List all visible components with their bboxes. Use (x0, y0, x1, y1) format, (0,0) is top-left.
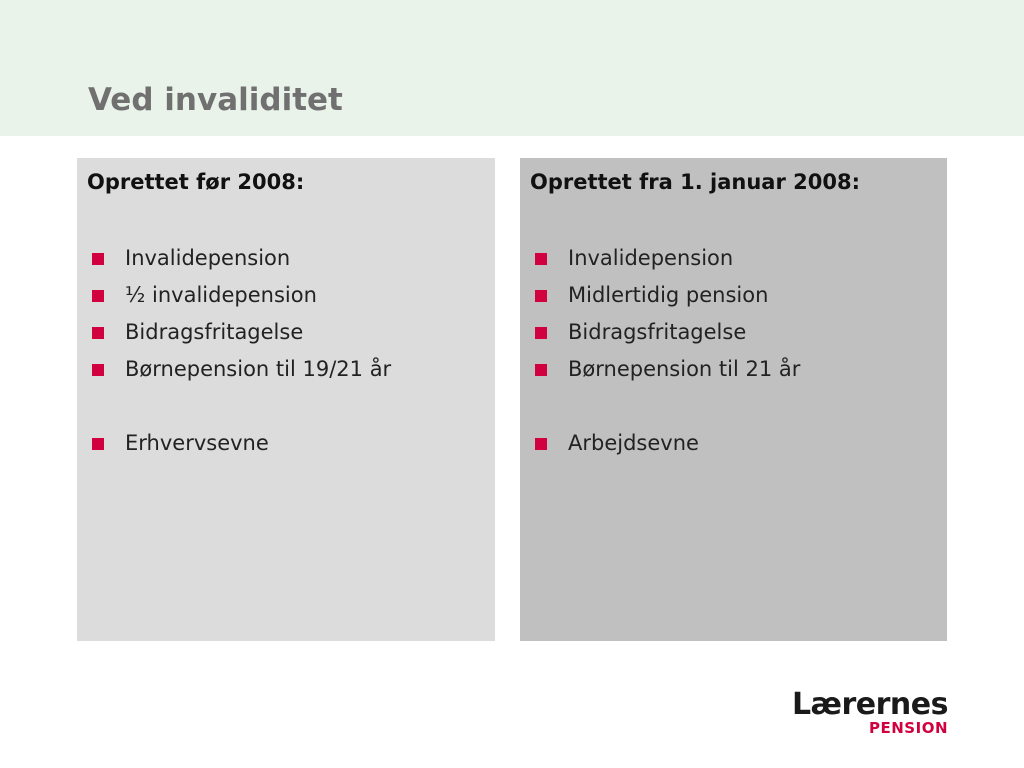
list-item-label: Bidragsfritagelse (568, 320, 747, 344)
bullet-square-icon (535, 253, 547, 265)
logo-wordmark: Lærernes (791, 687, 948, 722)
list-item (87, 351, 495, 388)
bullet-square-icon (535, 290, 547, 302)
list-item-label: Invalidepension (568, 246, 734, 270)
bullet-square-icon (92, 253, 104, 265)
right-panel-heading: Oprettet fra 1. januar 2008: (530, 170, 860, 194)
list-item (530, 240, 947, 277)
bullet-square-icon (92, 438, 104, 450)
list-item (87, 277, 495, 314)
bullet-square-icon (92, 364, 104, 376)
bullet-square-icon (92, 327, 104, 339)
list-item-label: Erhvervsevne (125, 431, 269, 455)
right-panel (520, 158, 947, 641)
bullet-square-icon (535, 438, 547, 450)
bullet-square-icon (92, 290, 104, 302)
bullet-square-icon (535, 327, 547, 339)
bullet-square-icon (535, 364, 547, 376)
list-item-label: ½ invalidepension (125, 283, 317, 307)
list-item-label: Børnepension til 19/21 år (125, 357, 392, 381)
right-bullet-list (530, 240, 947, 462)
list-item (530, 425, 947, 462)
list-item-label: Invalidepension (125, 246, 291, 270)
list-item-label: Arbejdsevne (568, 431, 699, 455)
list-item (530, 351, 947, 388)
list-item-label: Børnepension til 21 år (568, 357, 801, 381)
left-panel-heading: Oprettet før 2008: (87, 170, 305, 194)
left-bullet-list (87, 240, 495, 462)
left-panel (77, 158, 495, 641)
list-item-label: Bidragsfritagelse (125, 320, 304, 344)
list-item (87, 314, 495, 351)
slide-title: Ved invaliditet (88, 82, 343, 118)
logo-subtitle: PENSION (869, 719, 948, 737)
list-item (87, 425, 495, 462)
list-item (530, 277, 947, 314)
company-logo (791, 687, 948, 737)
list-item-label: Midlertidig pension (568, 283, 769, 307)
list-item (530, 314, 947, 351)
list-item (87, 240, 495, 277)
